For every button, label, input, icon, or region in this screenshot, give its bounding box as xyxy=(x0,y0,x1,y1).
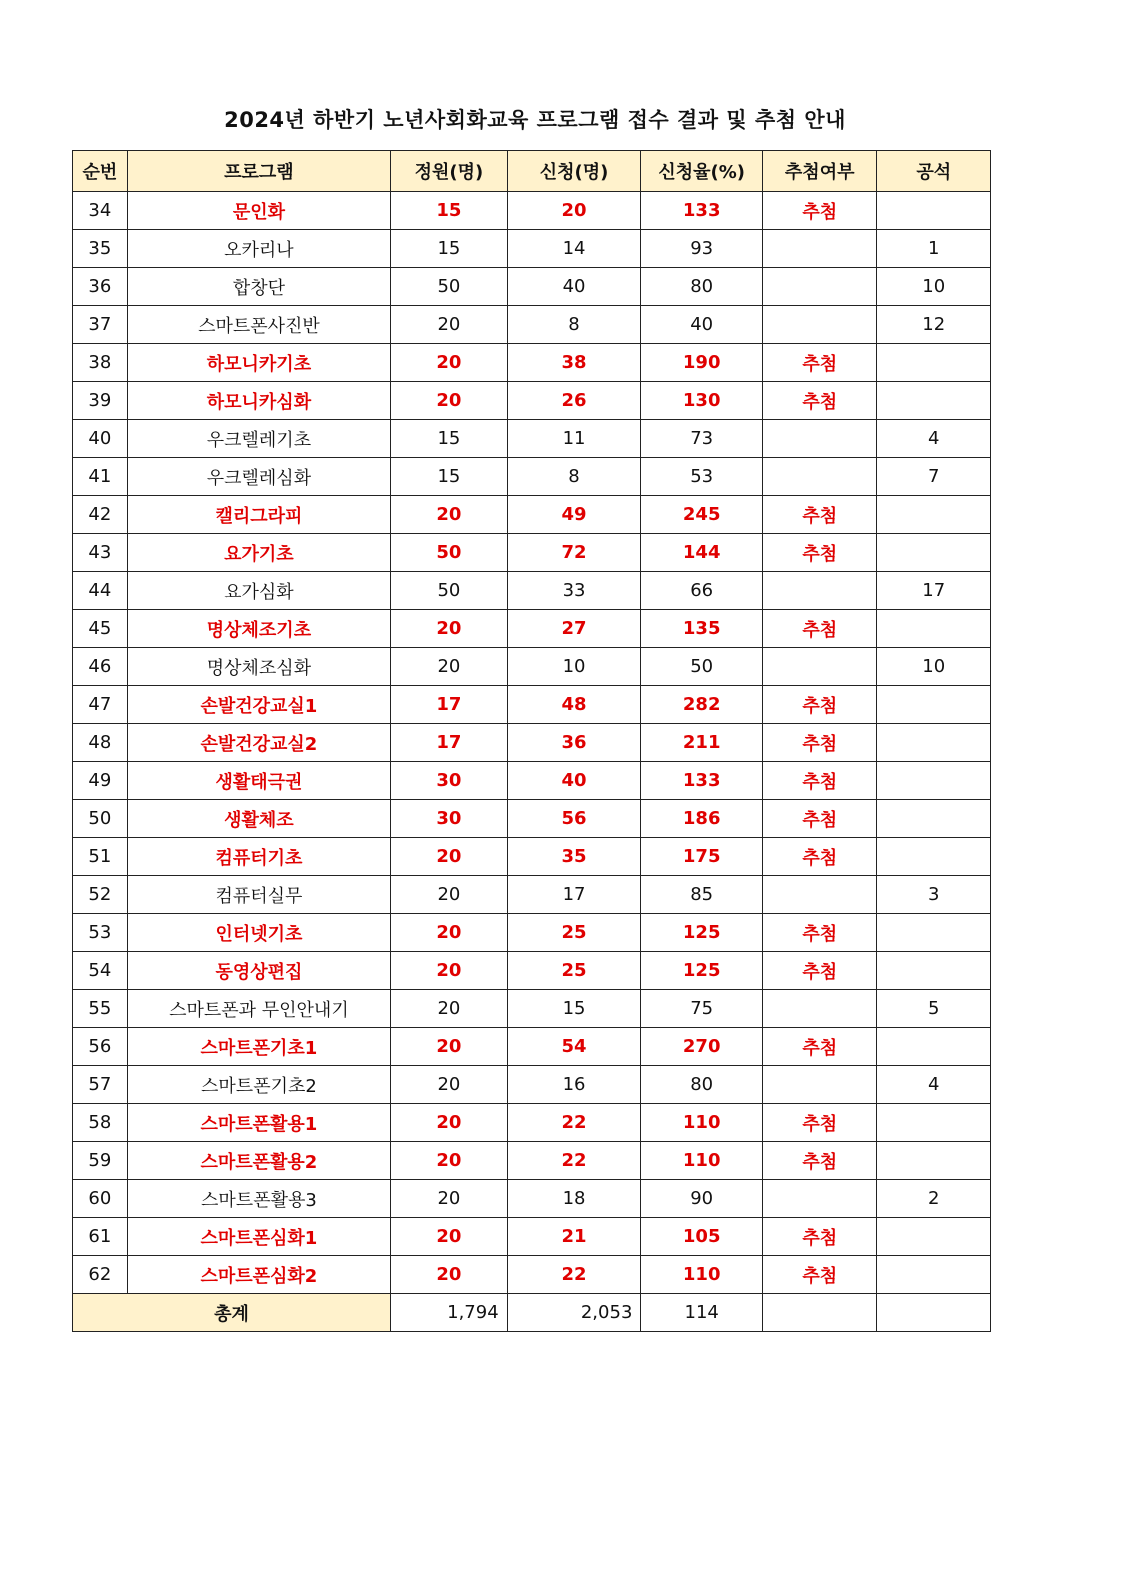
cell-no: 48 xyxy=(73,724,128,762)
cell-no: 35 xyxy=(73,230,128,268)
table-row xyxy=(73,648,991,686)
cell-applied: 22 xyxy=(507,1256,641,1294)
page-title: 2024년 하반기 노년사회화교육 프로그램 접수 결과 및 추첨 안내 xyxy=(224,108,846,132)
cell-capacity: 20 xyxy=(391,1256,508,1294)
table-row xyxy=(73,458,991,496)
table-row xyxy=(73,762,991,800)
cell-vacancy xyxy=(877,762,991,800)
total-rate: 114 xyxy=(641,1294,763,1332)
cell-vacancy xyxy=(877,952,991,990)
cell-rate: 211 xyxy=(641,724,763,762)
cell-no: 40 xyxy=(73,420,128,458)
cell-applied: 40 xyxy=(507,762,641,800)
total-label: 총계 xyxy=(73,1294,391,1332)
table-row xyxy=(73,876,991,914)
table-row xyxy=(73,1180,991,1218)
cell-applied: 25 xyxy=(507,952,641,990)
cell-no: 56 xyxy=(73,1028,128,1066)
cell-vacancy: 7 xyxy=(877,458,991,496)
cell-program: 인터넷기초 xyxy=(127,914,390,952)
cell-rate: 175 xyxy=(641,838,763,876)
cell-no: 50 xyxy=(73,800,128,838)
cell-vacancy: 12 xyxy=(877,306,991,344)
table-row xyxy=(73,1066,991,1104)
total-capacity: 1,794 xyxy=(391,1294,508,1332)
results-table xyxy=(72,150,991,1332)
cell-vacancy xyxy=(877,686,991,724)
table-row xyxy=(73,1104,991,1142)
cell-applied: 8 xyxy=(507,458,641,496)
table-body xyxy=(73,192,991,1294)
cell-vacancy: 10 xyxy=(877,268,991,306)
table-row xyxy=(73,1218,991,1256)
cell-lottery: 추첨 xyxy=(762,534,876,572)
table-row xyxy=(73,1028,991,1066)
cell-capacity: 20 xyxy=(391,876,508,914)
cell-rate: 110 xyxy=(641,1142,763,1180)
cell-applied: 25 xyxy=(507,914,641,952)
cell-program: 손발건강교실2 xyxy=(127,724,390,762)
cell-program: 컴퓨터기초 xyxy=(127,838,390,876)
cell-vacancy: 2 xyxy=(877,1180,991,1218)
cell-program: 합창단 xyxy=(127,268,390,306)
cell-vacancy xyxy=(877,344,991,382)
cell-rate: 53 xyxy=(641,458,763,496)
cell-applied: 16 xyxy=(507,1066,641,1104)
cell-no: 53 xyxy=(73,914,128,952)
cell-program: 생활체조 xyxy=(127,800,390,838)
cell-program: 캘리그라피 xyxy=(127,496,390,534)
table-row xyxy=(73,306,991,344)
cell-rate: 73 xyxy=(641,420,763,458)
table-row xyxy=(73,496,991,534)
cell-capacity: 20 xyxy=(391,952,508,990)
cell-lottery xyxy=(762,230,876,268)
table-row xyxy=(73,990,991,1028)
cell-rate: 110 xyxy=(641,1256,763,1294)
cell-applied: 17 xyxy=(507,876,641,914)
cell-program: 동영상편집 xyxy=(127,952,390,990)
table-row xyxy=(73,1142,991,1180)
header-vacancy: 공석 xyxy=(877,151,991,192)
cell-program: 오카리나 xyxy=(127,230,390,268)
cell-no: 49 xyxy=(73,762,128,800)
cell-applied: 49 xyxy=(507,496,641,534)
cell-vacancy xyxy=(877,1028,991,1066)
cell-no: 46 xyxy=(73,648,128,686)
cell-no: 34 xyxy=(73,192,128,230)
cell-rate: 270 xyxy=(641,1028,763,1066)
cell-no: 60 xyxy=(73,1180,128,1218)
table-header-row xyxy=(73,151,991,192)
cell-no: 38 xyxy=(73,344,128,382)
cell-program: 스마트폰과 무인안내기 xyxy=(127,990,390,1028)
cell-vacancy: 17 xyxy=(877,572,991,610)
cell-program: 컴퓨터실무 xyxy=(127,876,390,914)
cell-vacancy xyxy=(877,1218,991,1256)
cell-program: 명상체조심화 xyxy=(127,648,390,686)
cell-capacity: 20 xyxy=(391,1104,508,1142)
cell-applied: 20 xyxy=(507,192,641,230)
cell-program: 스마트폰활용2 xyxy=(127,1142,390,1180)
cell-no: 42 xyxy=(73,496,128,534)
table-row xyxy=(73,344,991,382)
cell-rate: 133 xyxy=(641,192,763,230)
cell-capacity: 20 xyxy=(391,344,508,382)
cell-no: 58 xyxy=(73,1104,128,1142)
cell-vacancy xyxy=(877,1142,991,1180)
cell-applied: 10 xyxy=(507,648,641,686)
cell-vacancy: 4 xyxy=(877,420,991,458)
cell-lottery: 추첨 xyxy=(762,496,876,534)
cell-vacancy xyxy=(877,1256,991,1294)
cell-applied: 40 xyxy=(507,268,641,306)
cell-rate: 110 xyxy=(641,1104,763,1142)
cell-lottery: 추첨 xyxy=(762,1256,876,1294)
cell-capacity: 15 xyxy=(391,420,508,458)
cell-lottery: 추첨 xyxy=(762,800,876,838)
cell-lottery: 추첨 xyxy=(762,762,876,800)
header-applied: 신청(명) xyxy=(507,151,641,192)
cell-no: 43 xyxy=(73,534,128,572)
cell-lottery: 추첨 xyxy=(762,610,876,648)
cell-rate: 130 xyxy=(641,382,763,420)
cell-capacity: 17 xyxy=(391,724,508,762)
total-applied: 2,053 xyxy=(507,1294,641,1332)
header-rate: 신청율(%) xyxy=(641,151,763,192)
cell-vacancy xyxy=(877,192,991,230)
cell-rate: 135 xyxy=(641,610,763,648)
table-row xyxy=(73,838,991,876)
total-row xyxy=(73,1294,991,1332)
cell-program: 스마트폰사진반 xyxy=(127,306,390,344)
cell-vacancy: 3 xyxy=(877,876,991,914)
cell-program: 우크렐레기초 xyxy=(127,420,390,458)
cell-applied: 56 xyxy=(507,800,641,838)
table-row xyxy=(73,800,991,838)
cell-capacity: 20 xyxy=(391,838,508,876)
cell-capacity: 50 xyxy=(391,268,508,306)
cell-no: 44 xyxy=(73,572,128,610)
cell-program: 스마트폰활용1 xyxy=(127,1104,390,1142)
cell-lottery xyxy=(762,458,876,496)
cell-lottery: 추첨 xyxy=(762,952,876,990)
cell-lottery: 추첨 xyxy=(762,914,876,952)
cell-rate: 125 xyxy=(641,952,763,990)
cell-no: 59 xyxy=(73,1142,128,1180)
cell-rate: 105 xyxy=(641,1218,763,1256)
cell-program: 스마트폰기초1 xyxy=(127,1028,390,1066)
cell-capacity: 20 xyxy=(391,990,508,1028)
cell-vacancy xyxy=(877,1104,991,1142)
total-lottery-empty xyxy=(762,1294,876,1332)
cell-lottery: 추첨 xyxy=(762,1028,876,1066)
cell-applied: 14 xyxy=(507,230,641,268)
cell-applied: 48 xyxy=(507,686,641,724)
cell-rate: 80 xyxy=(641,268,763,306)
table-row xyxy=(73,686,991,724)
cell-no: 52 xyxy=(73,876,128,914)
cell-applied: 21 xyxy=(507,1218,641,1256)
cell-capacity: 15 xyxy=(391,192,508,230)
cell-applied: 8 xyxy=(507,306,641,344)
cell-rate: 75 xyxy=(641,990,763,1028)
cell-applied: 11 xyxy=(507,420,641,458)
cell-program: 요가기초 xyxy=(127,534,390,572)
cell-capacity: 30 xyxy=(391,762,508,800)
cell-program: 하모니카기초 xyxy=(127,344,390,382)
cell-lottery: 추첨 xyxy=(762,1218,876,1256)
table-row xyxy=(73,382,991,420)
header-capacity: 정원(명) xyxy=(391,151,508,192)
cell-vacancy xyxy=(877,914,991,952)
cell-program: 요가심화 xyxy=(127,572,390,610)
cell-vacancy: 10 xyxy=(877,648,991,686)
cell-capacity: 15 xyxy=(391,458,508,496)
cell-program: 하모니카심화 xyxy=(127,382,390,420)
cell-capacity: 20 xyxy=(391,382,508,420)
cell-no: 57 xyxy=(73,1066,128,1104)
cell-lottery xyxy=(762,1180,876,1218)
cell-lottery xyxy=(762,420,876,458)
cell-lottery: 추첨 xyxy=(762,724,876,762)
cell-capacity: 50 xyxy=(391,534,508,572)
cell-capacity: 20 xyxy=(391,914,508,952)
cell-capacity: 20 xyxy=(391,306,508,344)
cell-program: 생활태극권 xyxy=(127,762,390,800)
cell-applied: 18 xyxy=(507,1180,641,1218)
cell-rate: 40 xyxy=(641,306,763,344)
cell-rate: 50 xyxy=(641,648,763,686)
cell-applied: 26 xyxy=(507,382,641,420)
cell-vacancy xyxy=(877,838,991,876)
cell-capacity: 20 xyxy=(391,1066,508,1104)
cell-no: 45 xyxy=(73,610,128,648)
cell-vacancy xyxy=(877,800,991,838)
cell-rate: 133 xyxy=(641,762,763,800)
cell-capacity: 15 xyxy=(391,230,508,268)
cell-capacity: 30 xyxy=(391,800,508,838)
cell-program: 스마트폰심화2 xyxy=(127,1256,390,1294)
cell-program: 손발건강교실1 xyxy=(127,686,390,724)
cell-capacity: 17 xyxy=(391,686,508,724)
cell-applied: 38 xyxy=(507,344,641,382)
cell-vacancy xyxy=(877,610,991,648)
cell-capacity: 20 xyxy=(391,496,508,534)
cell-lottery xyxy=(762,876,876,914)
cell-applied: 72 xyxy=(507,534,641,572)
header-lottery: 추첨여부 xyxy=(762,151,876,192)
cell-rate: 125 xyxy=(641,914,763,952)
table-row xyxy=(73,268,991,306)
cell-applied: 54 xyxy=(507,1028,641,1066)
cell-applied: 36 xyxy=(507,724,641,762)
table-row xyxy=(73,192,991,230)
cell-rate: 190 xyxy=(641,344,763,382)
cell-no: 61 xyxy=(73,1218,128,1256)
cell-vacancy xyxy=(877,496,991,534)
table-row xyxy=(73,572,991,610)
cell-no: 36 xyxy=(73,268,128,306)
cell-capacity: 20 xyxy=(391,1218,508,1256)
cell-applied: 15 xyxy=(507,990,641,1028)
cell-lottery: 추첨 xyxy=(762,686,876,724)
cell-rate: 80 xyxy=(641,1066,763,1104)
cell-no: 55 xyxy=(73,990,128,1028)
cell-lottery: 추첨 xyxy=(762,192,876,230)
cell-lottery xyxy=(762,1066,876,1104)
cell-applied: 27 xyxy=(507,610,641,648)
cell-lottery xyxy=(762,572,876,610)
cell-capacity: 20 xyxy=(391,1142,508,1180)
header-program: 프로그램 xyxy=(127,151,390,192)
table-row xyxy=(73,534,991,572)
cell-no: 39 xyxy=(73,382,128,420)
cell-program: 문인화 xyxy=(127,192,390,230)
cell-lottery xyxy=(762,990,876,1028)
cell-applied: 22 xyxy=(507,1142,641,1180)
cell-rate: 90 xyxy=(641,1180,763,1218)
cell-no: 54 xyxy=(73,952,128,990)
cell-program: 우크렐레심화 xyxy=(127,458,390,496)
cell-rate: 144 xyxy=(641,534,763,572)
table-row xyxy=(73,952,991,990)
table-row xyxy=(73,420,991,458)
table-row xyxy=(73,610,991,648)
cell-applied: 35 xyxy=(507,838,641,876)
cell-capacity: 20 xyxy=(391,610,508,648)
table-row xyxy=(73,914,991,952)
cell-no: 47 xyxy=(73,686,128,724)
cell-lottery: 추첨 xyxy=(762,382,876,420)
cell-program: 스마트폰기초2 xyxy=(127,1066,390,1104)
cell-rate: 85 xyxy=(641,876,763,914)
cell-program: 명상체조기초 xyxy=(127,610,390,648)
cell-lottery: 추첨 xyxy=(762,1104,876,1142)
cell-vacancy: 5 xyxy=(877,990,991,1028)
cell-program: 스마트폰활용3 xyxy=(127,1180,390,1218)
cell-capacity: 20 xyxy=(391,1180,508,1218)
cell-rate: 66 xyxy=(641,572,763,610)
table-row xyxy=(73,1256,991,1294)
cell-lottery: 추첨 xyxy=(762,1142,876,1180)
cell-rate: 93 xyxy=(641,230,763,268)
table-row xyxy=(73,230,991,268)
header-no: 순번 xyxy=(73,151,128,192)
cell-vacancy xyxy=(877,724,991,762)
cell-vacancy xyxy=(877,382,991,420)
total-vacancy-empty xyxy=(877,1294,991,1332)
cell-lottery xyxy=(762,306,876,344)
cell-capacity: 50 xyxy=(391,572,508,610)
cell-rate: 282 xyxy=(641,686,763,724)
cell-vacancy: 1 xyxy=(877,230,991,268)
cell-rate: 186 xyxy=(641,800,763,838)
cell-lottery: 추첨 xyxy=(762,838,876,876)
cell-vacancy: 4 xyxy=(877,1066,991,1104)
cell-program: 스마트폰심화1 xyxy=(127,1218,390,1256)
cell-applied: 33 xyxy=(507,572,641,610)
cell-applied: 22 xyxy=(507,1104,641,1142)
table-row xyxy=(73,724,991,762)
cell-capacity: 20 xyxy=(391,1028,508,1066)
cell-no: 37 xyxy=(73,306,128,344)
cell-no: 51 xyxy=(73,838,128,876)
cell-lottery xyxy=(762,648,876,686)
cell-vacancy xyxy=(877,534,991,572)
cell-no: 41 xyxy=(73,458,128,496)
cell-rate: 245 xyxy=(641,496,763,534)
cell-lottery xyxy=(762,268,876,306)
cell-no: 62 xyxy=(73,1256,128,1294)
cell-lottery: 추첨 xyxy=(762,344,876,382)
cell-capacity: 20 xyxy=(391,648,508,686)
